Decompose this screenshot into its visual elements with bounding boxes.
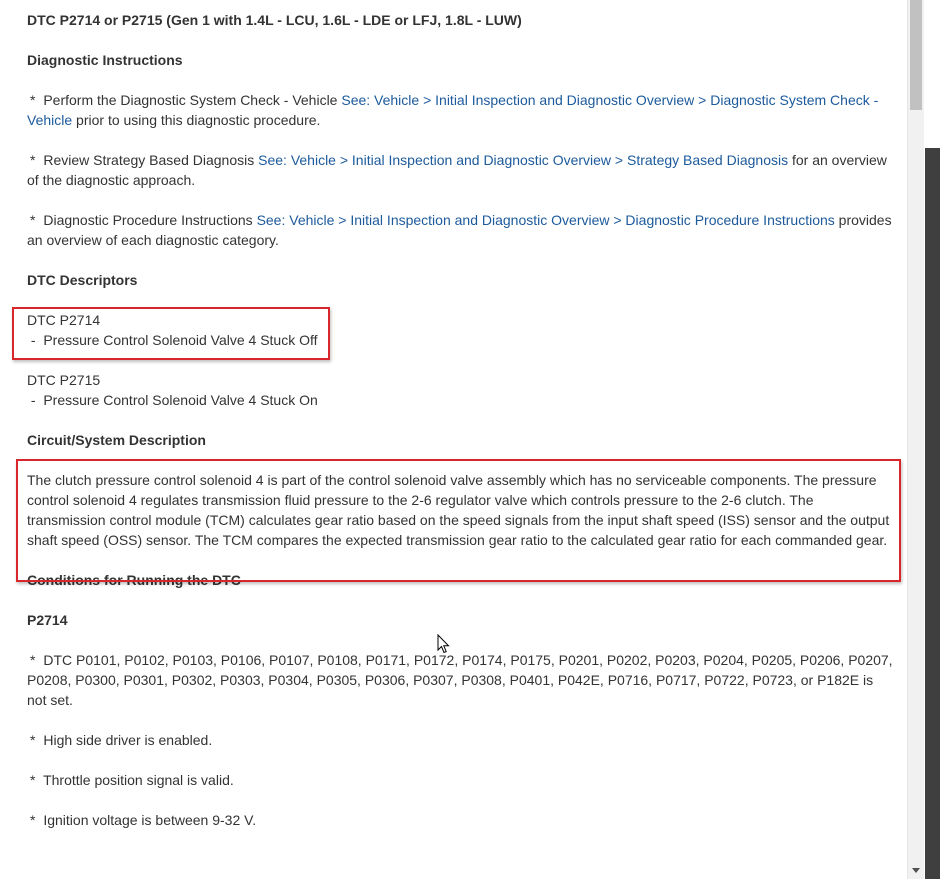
- circuit-description-heading: Circuit/System Description: [27, 432, 206, 448]
- condition-text: Throttle position signal is valid.: [43, 772, 234, 788]
- circuit-description-text: The clutch pressure control solenoid 4 is part of the control solenoid valve assembly which has no serviceable components. The pressure control solenoid 4 regulates transmission fluid pressure to the 2-6 regulator valve which controls pressure to the 2-6 clutch. The transmission control module (TCM) calculates gear ratio based on the speed signals from the input shaft speed (ISS) sensor and the output shaft speed (OSS) sensor. The TCM compares the expected transmission gear ratio to the calculated gear ratio for each commanded gear.: [27, 472, 890, 548]
- dtc-descriptor-item: [27, 370, 895, 410]
- bullet-star: *: [30, 212, 36, 228]
- dtc-description: - Pressure Control Solenoid Valve 4 Stuck On: [27, 392, 318, 408]
- diagnostic-instructions-heading: Diagnostic Instructions: [27, 52, 183, 68]
- scrollbar-thumb[interactable]: [910, 0, 922, 110]
- conditions-heading: Conditions for Running the DTC: [27, 572, 241, 588]
- instruction-item: [27, 150, 895, 190]
- bullet-star: *: [30, 652, 36, 668]
- scrollbar-track-inner[interactable]: [907, 0, 924, 879]
- conditions-subheading: P2714: [27, 612, 68, 628]
- bullet-star: *: [30, 732, 36, 748]
- dtc-descriptor-item: [27, 310, 895, 350]
- page-title: DTC P2714 or P2715 (Gen 1 with 1.4L - LCU, 1.6L - LDE or LFJ, 1.8L - LUW): [27, 12, 522, 28]
- instruction-text: Diagnostic Procedure Instructions: [43, 212, 257, 228]
- window-edge: [925, 148, 940, 879]
- instruction-item: [27, 90, 895, 130]
- dtc-descriptors-heading: DTC Descriptors: [27, 272, 138, 288]
- bullet-star: *: [30, 92, 36, 108]
- instruction-text: Review Strategy Based Diagnosis: [43, 152, 259, 168]
- instruction-text: Perform the Diagnostic System Check - Vehicle: [43, 92, 342, 108]
- condition-text: DTC P0101, P0102, P0103, P0106, P0107, P0108, P0171, P0172, P0174, P0175, P0201, P0202, P0203, P0204, P0205, P0206, P0207, P0208, P0300, P0301, P0302, P0303, P0304, P0305, P0306, P0307, P0308, P0401, P042E, P0716, P0717, P0722, P0723, or P182E is not set.: [27, 652, 893, 708]
- bullet-star: *: [30, 812, 36, 828]
- dtc-code: DTC P2715: [27, 372, 101, 388]
- instruction-text-after: prior to using this diagnostic procedure.: [72, 112, 321, 128]
- scroll-down-arrow-icon[interactable]: [912, 868, 920, 873]
- condition-item: [27, 810, 895, 830]
- scrollbar-track[interactable]: [907, 0, 940, 879]
- strategy-based-diagnosis-link[interactable]: See: Vehicle > Initial Inspection and Diagnostic Overview > Strategy Based Diagnosis: [258, 152, 789, 168]
- bullet-star: *: [30, 152, 36, 168]
- document-content: [27, 10, 895, 850]
- instruction-text-after: for an overview of the diagnostic approach.: [27, 152, 887, 188]
- condition-text: High side driver is enabled.: [43, 732, 213, 748]
- dtc-code: DTC P2714: [27, 312, 101, 328]
- condition-item: [27, 770, 895, 790]
- vertical-scrollbar[interactable]: [907, 0, 941, 879]
- bullet-star: *: [30, 772, 36, 788]
- dtc-description: - Pressure Control Solenoid Valve 4 Stuck Off: [27, 332, 318, 348]
- instruction-item: [27, 210, 895, 250]
- diagnostic-procedure-instructions-link[interactable]: See: Vehicle > Initial Inspection and Diagnostic Overview > Diagnostic Procedure Instructions: [256, 212, 835, 228]
- diagnostic-system-check-link[interactable]: See: Vehicle > Initial Inspection and Diagnostic Overview > Diagnostic System Check - Vehicle: [27, 92, 879, 128]
- condition-text: Ignition voltage is between 9-32 V.: [43, 812, 257, 828]
- condition-item: [27, 730, 895, 750]
- instruction-text-after: provides an overview of each diagnostic category.: [27, 212, 892, 248]
- condition-item: [27, 650, 895, 710]
- mouse-pointer-icon: [437, 634, 451, 654]
